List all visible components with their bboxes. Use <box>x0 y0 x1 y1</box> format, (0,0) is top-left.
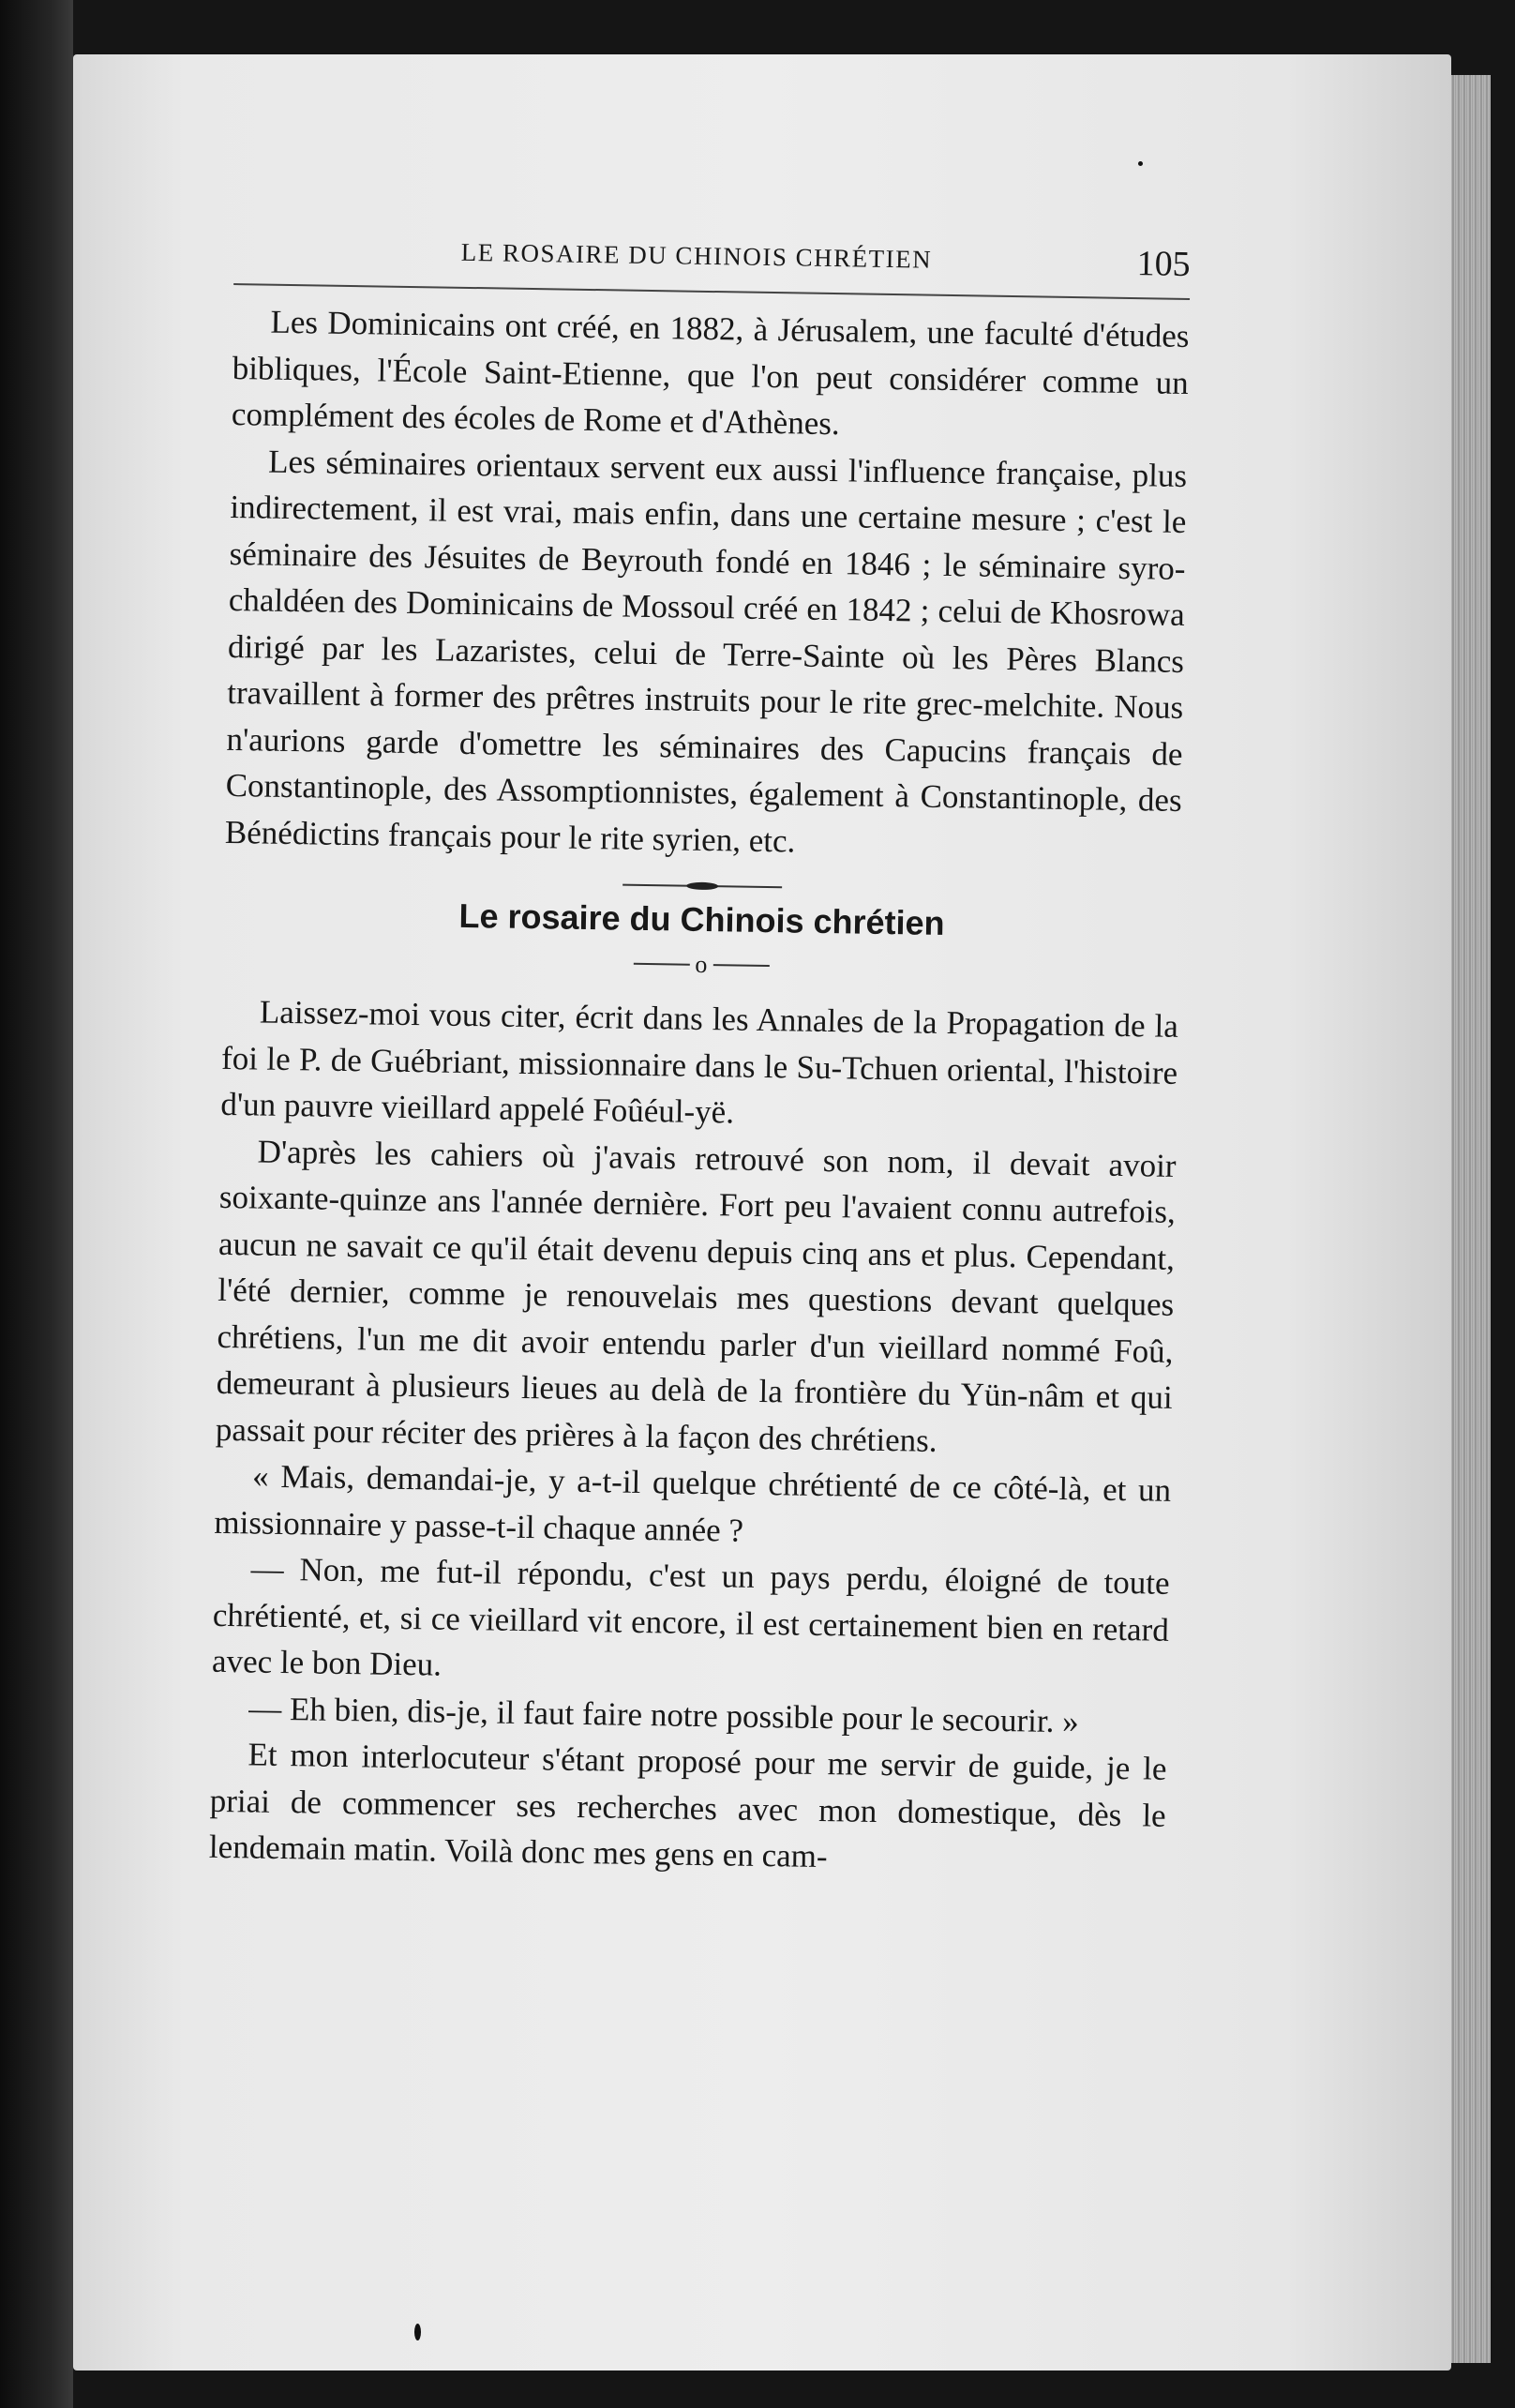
paragraph: — Eh bien, dis-je, il faut faire notre possible pour le secourir. » <box>248 1689 1079 1739</box>
section-title: Le rosaire du Chinois chrétien <box>458 895 945 942</box>
ornament-rule <box>622 881 782 892</box>
dust-speck <box>1138 161 1143 166</box>
separator-dash <box>633 963 689 966</box>
paragraph: « Mais, demandai-je, y a-t-il quelque chrétienté de ce côté-là, et un missionnaire y passe-t-il chaque année ? <box>214 1457 1172 1549</box>
paragraph: Et mon interlocuteur s'étant proposé pour me servir de guide, je le priai de commencer ses recherches avec mon domestique, dès le lendemain matin. Voilà donc mes gens en cam- <box>208 1736 1167 1875</box>
facing-page-edge <box>0 0 73 2408</box>
running-title: LE ROSAIRE DU CHINOIS CHRÉTIEN <box>460 237 933 274</box>
page-text <box>209 234 1191 1885</box>
separator-mark: o <box>695 950 708 979</box>
separator-dash <box>712 964 769 967</box>
paragraph: — Non, me fut-il répondu, c'est un pays perdu, éloigné de toute chrétienté, et, si ce vieillard vit encore, il est certainement bien en retard avec le bon Dieu. <box>211 1550 1170 1683</box>
title-separator <box>223 941 1179 986</box>
paragraph: Laissez-moi vous citer, écrit dans les Annales de la Propagation de la foi le P. de Guébriant, missionnaire dans le Su-Tchuen oriental, l'histoire d'un pauvre vieillard appelé Foûéul-yë. <box>220 993 1179 1131</box>
paragraph: Les Dominicains ont créé, en 1882, à Jérusalem, une faculté d'études bibliques, l'École Saint-Etienne, que l'on peut considérer comme un complément des écoles de Rome et d'Athènes. <box>231 303 1190 443</box>
dust-speck <box>414 2324 421 2340</box>
page-number: 105 <box>1136 244 1191 285</box>
paragraph: Les séminaires orientaux servent eux aussi l'influence française, plus indirectement, il est vrai, mais enfin, dans une certaine mesure ; c'est le séminaire des Jésuites de Beyrouth fondé en 1846 ; le séminaire syro-chaldéen des Dominicains de Mossoul créé en 1842 ; celui de Khosrowa dirigé par les Lazaristes, celui de Terre-Sainte où les Pères Blancs travaillent à former des prêtres instruits pour le rite grec-melchite. Nous n'aurions garde d'omettre les séminaires des Capucins français de Constantinople, des Assomptionnistes, également à Constantinople, des Bénédictins français pour le rite syrien, etc. <box>224 443 1188 859</box>
paragraph: D'après les cahiers où j'avais retrouvé son nom, il devait avoir soixante-quinze ans l'année dernière. Fort peu l'avaient connu autrefois, aucun ne savait ce qu'il était devenu depuis cinq ans et plus. Cependant, l'été dernier, comme je renouvelais mes questions devant quelques chrétiens, l'un me dit avoir entendu parler d'un vieillard nommé Foû, demeurant à plusieurs lieues au delà de la frontière du Yün-nâm et qui passait pour réciter des prières à la façon des chrétiens. <box>215 1133 1177 1459</box>
